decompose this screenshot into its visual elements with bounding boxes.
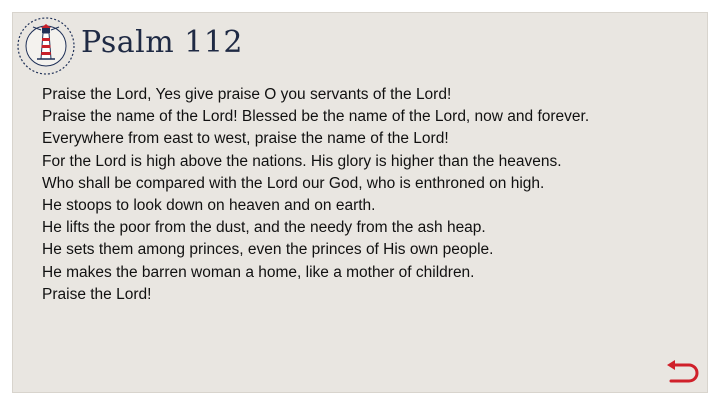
verse-line: For the Lord is high above the nations. His glory is higher than the heavens.: [42, 152, 562, 170]
verse-line: Praise the Lord!: [42, 285, 152, 303]
verse-line: He sets them among princes, even the princes of His own people.: [42, 241, 494, 259]
verse-line: Who shall be compared with the Lord our God, who is enthroned on high.: [42, 174, 545, 192]
verse-line: Praise the name of the Lord! Blessed be the name of the Lord, now and forever.: [42, 108, 590, 126]
page-title: Psalm 112: [81, 25, 243, 60]
verse-list: [42, 84, 589, 306]
slide: [12, 12, 708, 393]
return-arrow-icon[interactable]: [665, 359, 701, 387]
lighthouse-logo-icon: [15, 15, 77, 77]
verse-line: He makes the barren woman a home, like a mother of children.: [42, 263, 475, 281]
verse-line: Everywhere from east to west, praise the name of the Lord!: [42, 130, 449, 148]
verse-line: He lifts the poor from the dust, and the needy from the ash heap.: [42, 219, 486, 237]
verse-line: He stoops to look down on heaven and on earth.: [42, 197, 376, 215]
verse-line: Praise the Lord, Yes give praise O you servants of the Lord!: [42, 86, 452, 103]
